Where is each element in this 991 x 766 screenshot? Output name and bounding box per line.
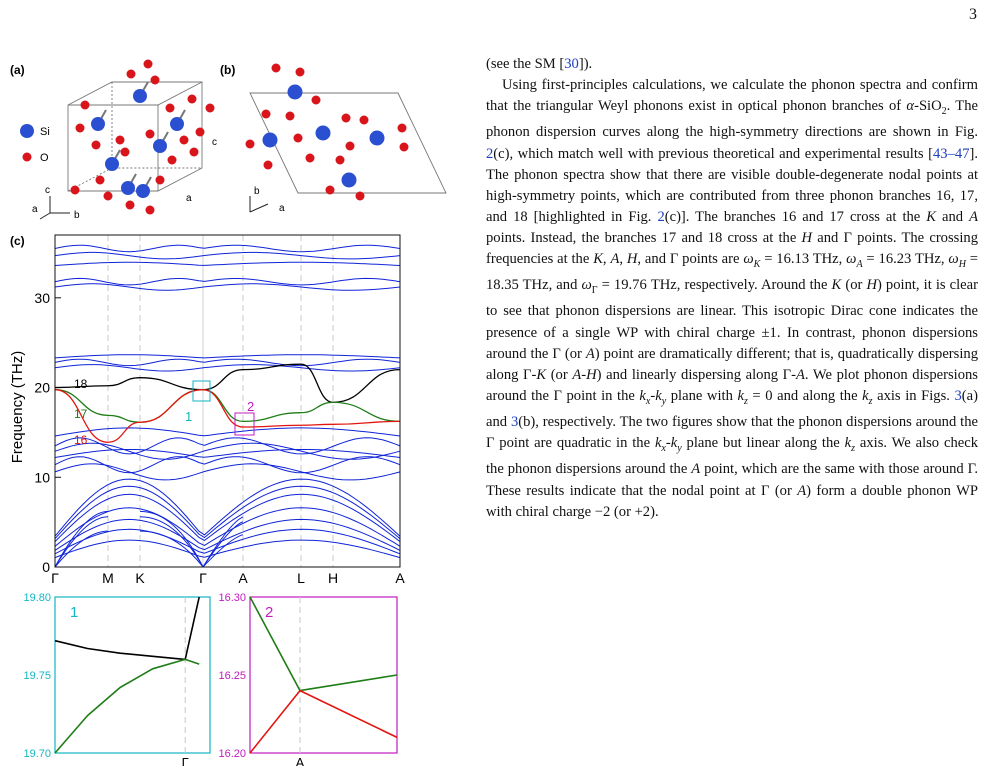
phonon-band (55, 365, 400, 371)
si-atom (263, 133, 278, 148)
x-tick-label: L (297, 570, 305, 586)
o-atom (264, 161, 273, 170)
ref-30[interactable]: 30 (564, 56, 579, 72)
si-legend-label: Si (40, 126, 50, 138)
page-number: 3 (969, 6, 977, 23)
branch-label-18: 18 (74, 377, 88, 391)
inset-series-16 (250, 691, 397, 753)
inset-x-tick-label: A (295, 755, 305, 766)
zoom-box-1-label: 1 (185, 409, 193, 424)
y-tick-label: 10 (34, 469, 50, 486)
ref-43-47[interactable]: 43–47 (933, 145, 970, 162)
inset-y-tick-label: 19.80 (23, 592, 51, 604)
fig-3b-link[interactable]: 3 (510, 414, 519, 431)
o-atom (188, 95, 197, 104)
si-atom (170, 117, 184, 131)
paragraph-2: Using first-principles calculations, we calculate the phonon spectra and confirm that the triangular Weyl phonons exist in optical phonon branches of α-SiO$_2$. The phonon dispersion curves along the high-symmetry directions are shown in Fig. 2(c), which match well with previous theoretical and experimental results [43–47]. The phonon spectra show that there are visible double-degenerate nodal points at high-symmetry points, which are contributed from three phonon branches 16, 17, and 18 [highlighted in Fig. 2(c)]. The branches 16 and 17 cross at the K and A points. Instead, the branches 17 and 18 cross at the H and Γ points. The crossing frequencies at the K, A, H, and Γ points are $\omega_K = 16.13$ THz, $\omega_A = 16.23$ THz, $\omega_H = 18.35$ THz, and $\omega_\Gamma = 19.76$ THz, respectively. Around the K (or H) point, it is clear to see that phonon dispersions are linear. This isotropic Dirac cone indicates the presence of a single WP with chiral charge ±1. In contrast, phonon dispersions around the Γ (or A) point are dramatically different; that is, quadratically dispersing along Γ-K (or A-H) and linearly dispersing along Γ-A. We plot phonon dispersions around the Γ point in the $k_x-k_y$ plane with $k_z = 0$ and along the $k_z$ axis in Figs. 3(a) and 3(b), respectively. The two figures show that the phonon dispersions around the Γ point are quadratic in the $k_x-k_y$ plane but linear along the $k_z$ axis. We also check the phonon dispersions around the A point, which are the same with those around Γ. These results indicate that the nodal point at Γ (or A) form a double phonon WP with chiral charge −2 (or +2). (486, 77, 979, 520)
phonon-band (55, 428, 400, 436)
o-atom (296, 68, 305, 77)
o-atom (336, 156, 345, 165)
phonon-band (55, 284, 400, 291)
si-atom (316, 126, 331, 141)
fig-3a-link[interactable]: 3 (954, 388, 962, 405)
phonon-band (55, 262, 400, 265)
o-atom (180, 136, 189, 145)
si-atom (91, 117, 105, 131)
o-atom (306, 154, 315, 163)
o-atom (166, 104, 175, 113)
si-legend-icon (20, 124, 34, 138)
axis-c-label-a: c (45, 185, 50, 196)
x-tick-label: Γ (51, 570, 59, 586)
o-atom (286, 112, 295, 121)
o-atom (104, 192, 113, 201)
o-atom (151, 76, 160, 85)
si-atom (121, 181, 135, 195)
inset-y-tick-label: 19.75 (23, 670, 51, 682)
o-atom (144, 60, 153, 69)
si-atom (153, 139, 167, 153)
paragraph-1: (see the SM [30]). (486, 56, 593, 72)
atoms-b (246, 64, 409, 201)
o-atom (146, 130, 155, 139)
o-atom (92, 141, 101, 150)
main-plot-area (55, 235, 400, 567)
phonon-band (55, 450, 400, 458)
axis-b-label-a: b (74, 210, 80, 221)
phonon-band (55, 355, 400, 358)
o-atom (398, 124, 407, 133)
o-atom (71, 186, 80, 195)
cell-c-label: c (212, 137, 217, 148)
o-atom (156, 176, 165, 185)
si-atom (136, 184, 150, 198)
o-atom (76, 124, 85, 133)
branch-label-17: 17 (74, 407, 88, 421)
x-tick-label: H (327, 570, 339, 586)
o-atom (312, 96, 321, 105)
si-atom (342, 173, 357, 188)
inset-1 (23, 592, 210, 766)
inset-label: 1 (70, 604, 79, 621)
o-atom (272, 64, 281, 73)
x-tick-label: K (135, 570, 145, 586)
o-legend-label: O (40, 152, 49, 164)
o-atom (356, 192, 365, 201)
o-legend-icon (23, 153, 32, 162)
y-tick-label: 30 (34, 289, 50, 306)
si-atom (288, 85, 303, 100)
phonon-band (55, 540, 400, 558)
cell-a-label: a (186, 193, 192, 204)
si-atom (370, 131, 385, 146)
o-atom (168, 156, 177, 165)
y-tick-label: 20 (34, 379, 50, 396)
phonon-band (55, 359, 400, 365)
si-atom (105, 157, 119, 171)
inset-2 (218, 592, 397, 766)
y-axis-label: Frequency (THz) (9, 350, 26, 464)
inset-y-tick-label: 19.70 (23, 748, 51, 760)
inset-series-17 (55, 659, 199, 753)
panel-label-c: (c) (10, 234, 25, 248)
inset-y-tick-label: 16.30 (218, 592, 246, 604)
text-column (486, 54, 978, 523)
fig-2-link[interactable]: 2 (657, 209, 665, 225)
o-atom (326, 186, 335, 195)
fig-2-link[interactable]: 2 (486, 145, 494, 162)
o-atom (346, 142, 355, 151)
o-atom (262, 110, 271, 119)
zoom-box-2-label: 2 (247, 399, 255, 414)
inset-y-tick-label: 16.25 (218, 670, 246, 682)
inset-y-tick-label: 16.20 (218, 748, 246, 760)
o-atom (206, 104, 215, 113)
o-atom (246, 140, 255, 149)
o-atom (342, 114, 351, 123)
axis-a-label-a: a (32, 204, 38, 215)
o-atom (126, 201, 135, 210)
axis-triad-b (250, 196, 268, 212)
si-atom (133, 89, 147, 103)
figure-2 (0, 0, 486, 766)
o-atom (121, 148, 130, 157)
phonon-band (55, 245, 400, 252)
inset-label: 2 (265, 604, 274, 621)
o-atom (196, 128, 205, 137)
o-atom (81, 101, 90, 110)
x-tick-label: A (395, 570, 405, 586)
inset-x-tick-label: Γ (181, 755, 189, 766)
branch-label-16: 16 (74, 433, 88, 447)
panel-label-a: (a) (10, 63, 25, 77)
o-atom (116, 136, 125, 145)
o-atom (360, 116, 369, 125)
o-atom (294, 134, 303, 143)
axis-triad-a (40, 196, 70, 219)
branch-18 (55, 364, 400, 402)
panel-label-b: (b) (220, 63, 236, 77)
o-atom (96, 176, 105, 185)
y-tick-label: 0 (42, 559, 50, 575)
x-tick-label: Γ (199, 570, 207, 586)
o-atom (146, 206, 155, 215)
axis-b-label-b: b (254, 186, 260, 197)
x-tick-label: A (238, 570, 248, 586)
phonon-band (55, 252, 400, 259)
x-tick-label: M (102, 570, 114, 586)
axis-a-label-b: a (279, 203, 285, 214)
o-atom (400, 143, 409, 152)
phonon-band (55, 508, 400, 547)
o-atom (127, 70, 136, 79)
o-atom (190, 148, 199, 157)
